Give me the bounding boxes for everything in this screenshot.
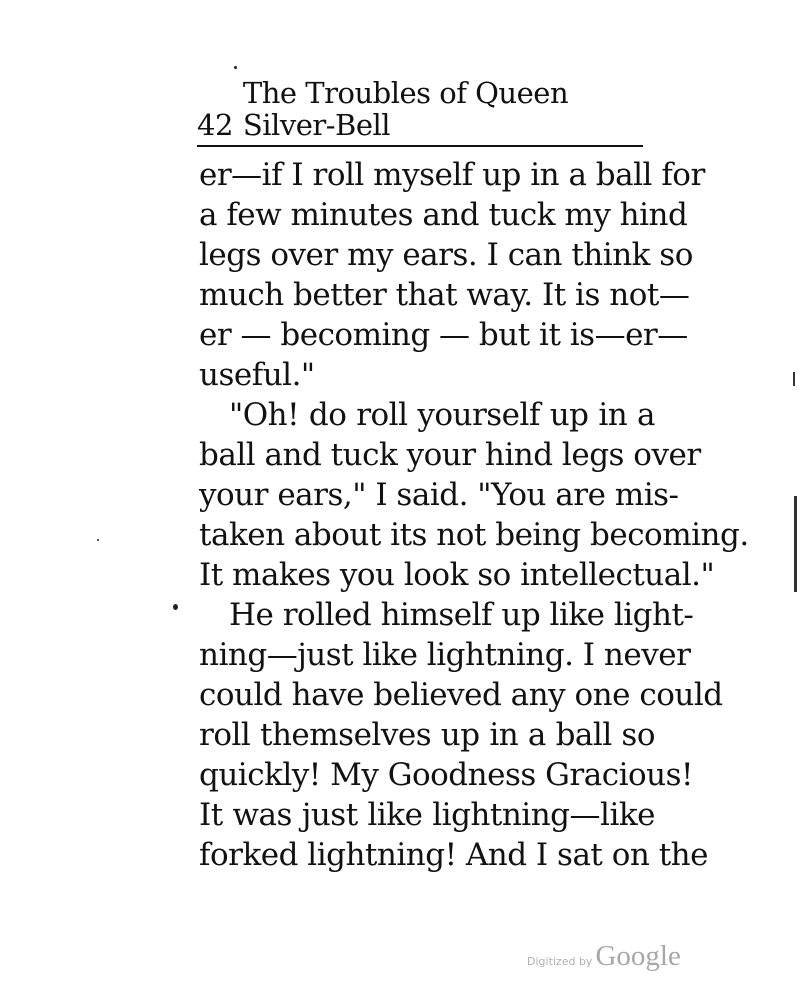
text-line: er — becoming — but it is—er— (199, 317, 688, 353)
running-header (197, 76, 643, 147)
text-line: It makes you look so intellectual." (199, 557, 715, 593)
google-watermark (527, 940, 681, 973)
scan-speck (173, 604, 178, 610)
text-line: roll themselves up in a ball so (199, 717, 655, 753)
page-number: 42 (197, 108, 233, 142)
google-logo: Google (595, 940, 681, 972)
text-line: quickly! My Goodness Gracious! (199, 757, 693, 793)
text-line: your ears," I said. "You are mis- (199, 477, 679, 513)
scan-speck (97, 539, 99, 541)
text-line: er—if I roll myself up in a ball for (199, 157, 705, 193)
text-line: ning—just like lightning. I never (199, 637, 691, 673)
scan-speck (234, 66, 237, 69)
running-title: The Troubles of Queen Silver-Bell (242, 76, 569, 142)
text-line: "Oh! do roll yourself up in a (229, 397, 655, 433)
digitized-by-label: Digitized by (527, 955, 593, 968)
scan-edge-mark (794, 496, 797, 592)
text-line: It was just like lightning—like (199, 797, 655, 833)
text-line: could have believed any one could (199, 677, 723, 713)
body-text (199, 155, 749, 875)
text-line: much better that way. It is not— (199, 277, 690, 313)
text-line: useful." (199, 357, 315, 393)
text-line: legs over my ears. I can think so (199, 237, 693, 273)
text-line: ball and tuck your hind legs over (199, 437, 701, 473)
text-line: taken about its not being becoming. (199, 517, 749, 553)
scan-edge-mark (793, 372, 795, 386)
text-line: He rolled himself up like light- (229, 597, 694, 633)
text-line: forked lightning! And I sat on the (199, 837, 708, 873)
text-line: a few minutes and tuck my hind (199, 197, 688, 233)
